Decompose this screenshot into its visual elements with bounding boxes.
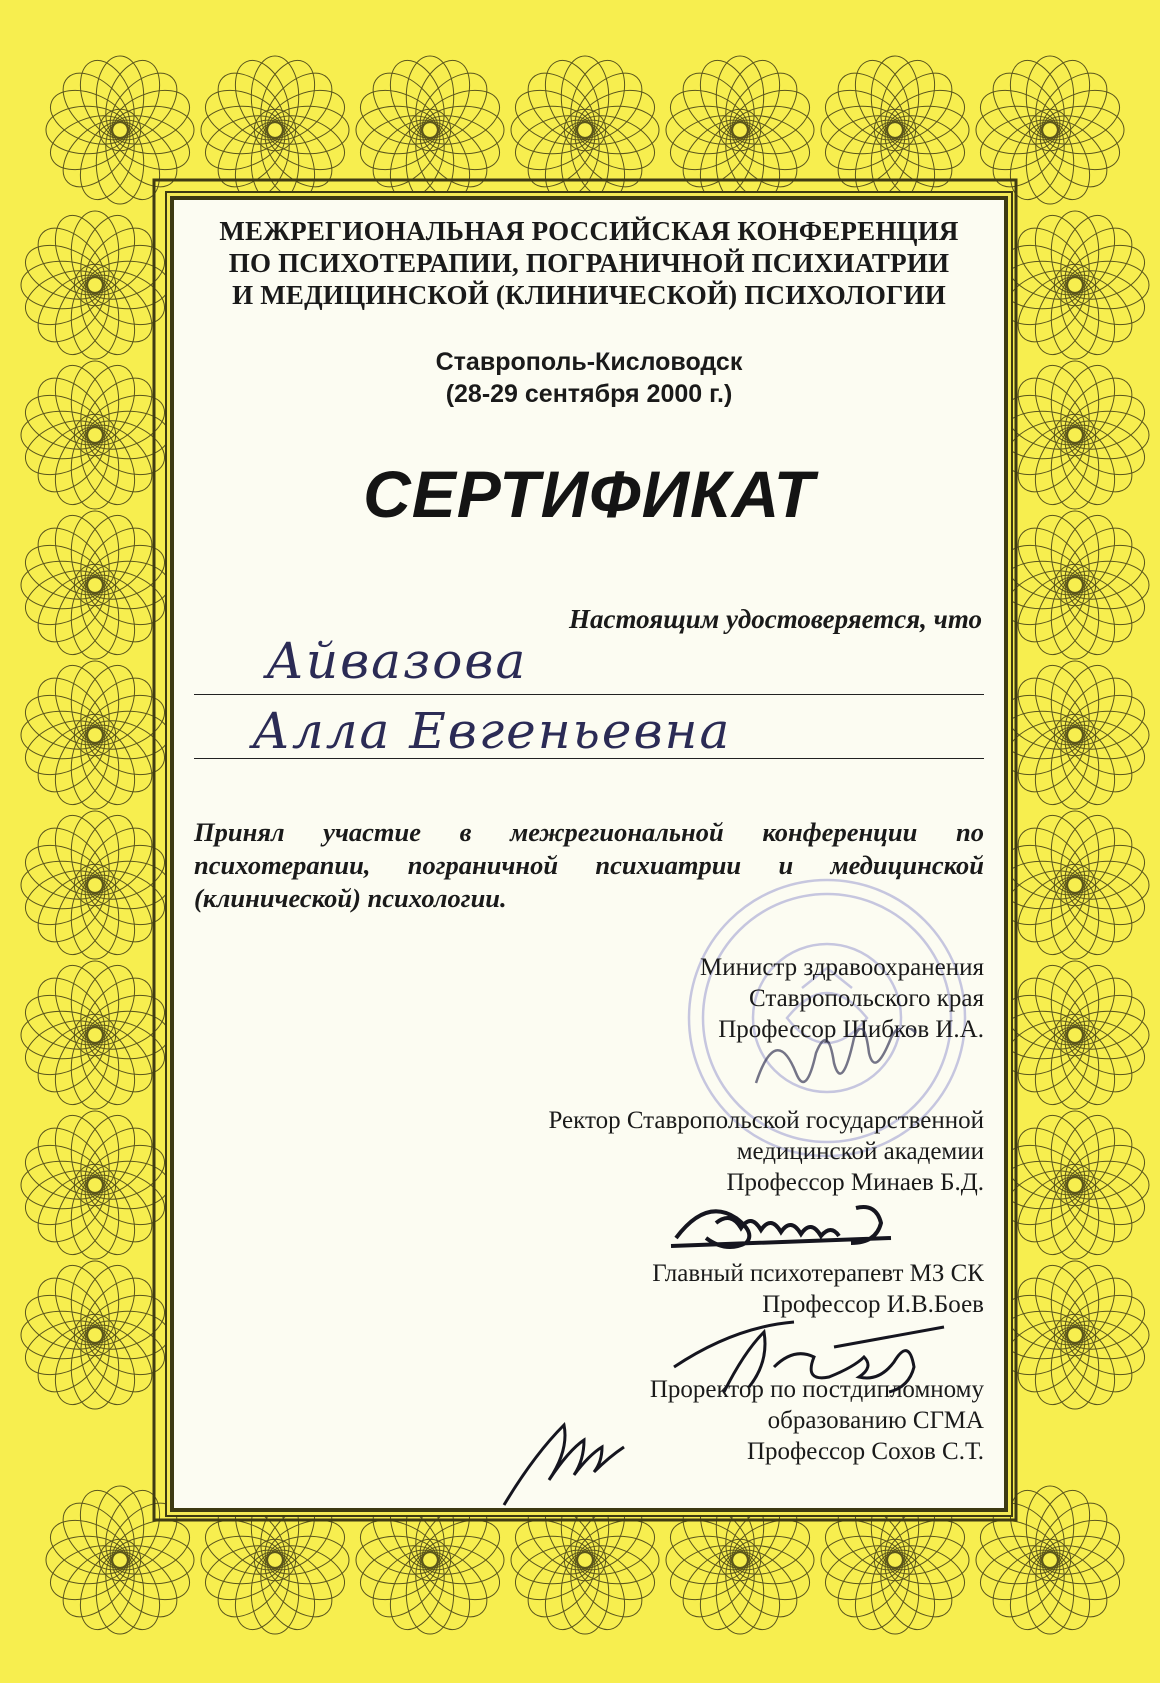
participation-text: Принял участие в межрегиональной конференции по психотерапии, пограничной психиатрии и медицинской (клинической) психологии. [194,817,984,913]
signatory-prorector-line-3: Профессор Сохов С.Т. [746,1438,984,1465]
signatory-minister-line-3: Профессор Шибков И.А. [718,1016,984,1043]
header-line-1: МЕЖРЕГИОНАЛЬНАЯ РОССИЙСКАЯ КОНФЕРЕНЦИЯ [219,216,959,246]
recipient-line-1 [194,694,984,695]
header-line-3: И МЕДИЦИНСКОЙ (КЛИНИЧЕСКОЙ) ПСИХОЛОГИИ [232,280,946,310]
signatory-minister-line-1: Министр здравоохранения [699,954,984,981]
signature-prorector [494,1410,654,1510]
signatory-psychotherapist-line-1: Главный психотерапевт МЗ СК [652,1260,984,1287]
certificate-title: СЕРТИФИКАТ [363,457,815,531]
signatory-psychotherapist [652,1258,984,1320]
signatory-prorector-line-2: образованию СГМА [767,1407,984,1434]
signatory-rector-line-3: Профессор Минаев Б.Д. [726,1169,984,1196]
event-dates: (28-29 сентября 2000 г.) [445,380,733,408]
signatory-minister-line-2: Ставропольского края [749,985,984,1012]
recipient-surname: Айвазова [266,632,528,690]
signatory-rector-line-2: медицинской академии [736,1138,984,1165]
certificate-panel [170,196,1008,1512]
header-line-2: ПО ПСИХОТЕРАПИИ, ПОГРАНИЧНОЙ ПСИХИАТРИИ [228,248,950,278]
recipient-line-2 [194,758,984,759]
signature-minister [746,1028,946,1098]
signature-rector [666,1188,926,1258]
signatory-rector-line-1: Ректор Ставропольской государственной [548,1107,984,1134]
certify-text: Настоящим удостоверяется, что [569,604,982,634]
event-location: Ставрополь-Кисловодск [435,348,743,376]
signature-psychotherapist [664,1312,964,1402]
signatory-prorector-line-1: Проректор по постдипломному [649,1376,984,1403]
signatory-psychotherapist-line-2: Профессор И.В.Боев [762,1291,984,1318]
recipient-name: Алла Евгеньевна [252,702,732,760]
signatory-rector [548,1105,984,1198]
